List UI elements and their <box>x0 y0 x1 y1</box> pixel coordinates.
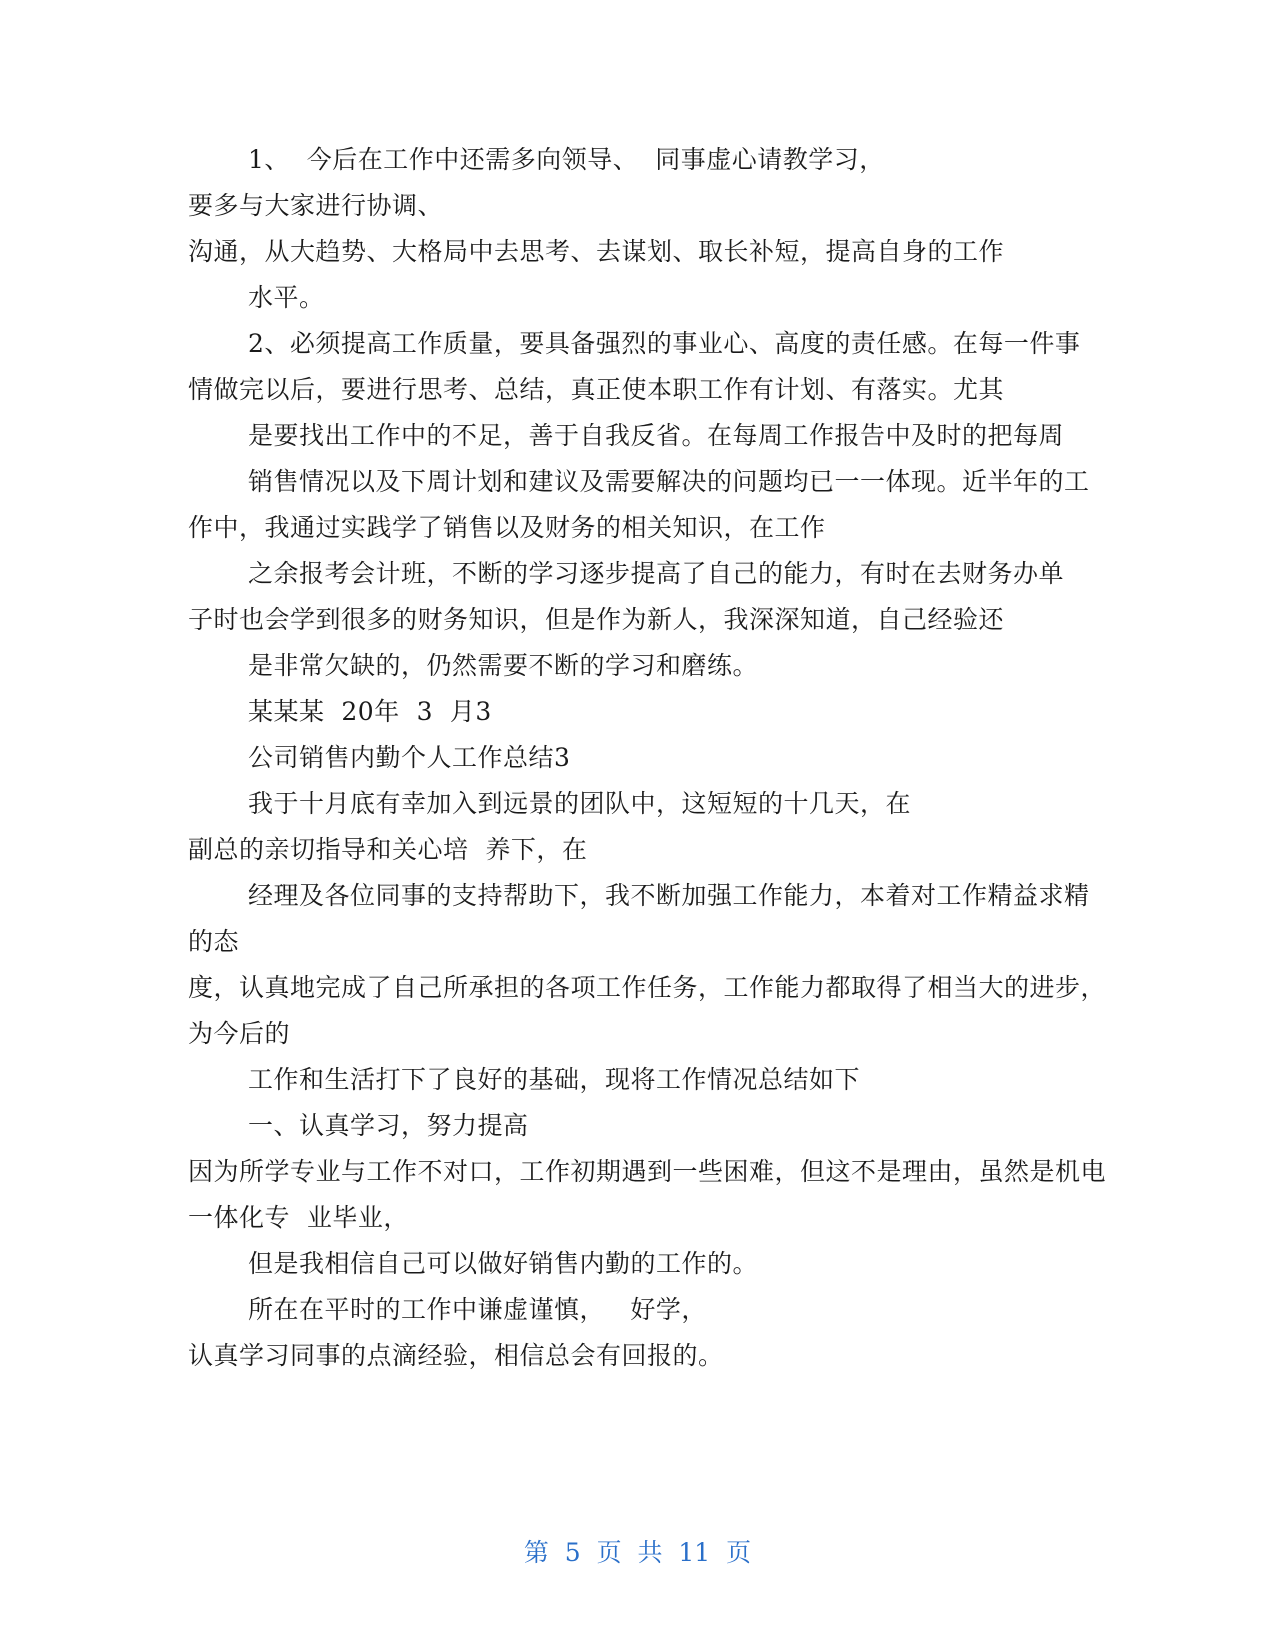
text-line: 我于十月底有幸加入到远景的团队中，这短短的十几天，在 <box>248 789 912 818</box>
text-line: 经理及各位同事的支持帮助下，我不断加强工作能力，本着对工作精益求精 <box>248 881 1090 910</box>
signature-date-line: 某某某 20年 3 月3 <box>248 697 492 726</box>
text-line: 子时也会学到很多的财务知识，但是作为新人，我深深知道，自己经验还 <box>188 605 1005 634</box>
text-line: 作中，我通过实践学了销售以及财务的相关知识，在工作 <box>188 513 826 542</box>
text-line: 要多与大家进行协调、 <box>188 191 444 220</box>
text-line: 是非常欠缺的，仍然需要不断的学习和磨练。 <box>248 651 759 680</box>
text-line: 所在在平时的工作中谦虚谨慎， 好学， <box>248 1295 707 1324</box>
text-line: 工作和生活打下了良好的基础，现将工作情况总结如下 <box>248 1065 861 1094</box>
text-line: 因为所学专业与工作不对口，工作初期遇到一些困难，但这不是理由，虽然是机电 <box>188 1157 1107 1186</box>
text-line: 副总的亲切指导和关心培 养下，在 <box>188 835 588 864</box>
text-line: 的态 <box>188 927 240 956</box>
text-line: 认真学习同事的点滴经验，相信总会有回报的。 <box>188 1341 724 1370</box>
text-line: 为今后的 <box>188 1019 291 1048</box>
page-number-footer: 第 5 页 共 11 页 <box>523 1538 752 1567</box>
section-title: 公司销售内勤个人工作总结3 <box>248 743 571 772</box>
text-line: 销售情况以及下周计划和建议及需要解决的问题均已一一体现。近半年的工 <box>248 467 1090 496</box>
text-line: 1、 今后在工作中还需多向领导、 同事虚心请教学习， <box>248 145 885 174</box>
text-line: 情做完以后，要进行思考、总结，真正使本职工作有计划、有落实。尤其 <box>188 375 1005 404</box>
text-line: 之余报考会计班，不断的学习逐步提高了自己的能力，有时在去财务办单 <box>248 559 1065 588</box>
text-line: 但是我相信自己可以做好销售内勤的工作的。 <box>248 1249 759 1278</box>
text-line: 是要找出工作中的不足，善于自我反省。在每周工作报告中及时的把每周 <box>248 421 1065 450</box>
text-line: 度，认真地完成了自己所承担的各项工作任务，工作能力都取得了相当大的进步， <box>188 973 1107 1002</box>
text-line: 2、必须提高工作质量，要具备强烈的事业心、高度的责任感。在每一件事 <box>248 329 1081 358</box>
text-line: 一体化专 业毕业， <box>188 1203 409 1232</box>
subsection-heading: 一、认真学习，努力提高 <box>248 1111 529 1140</box>
text-line: 沟通，从大趋势、大格局中去思考、去谋划、取长补短，提高自身的工作 <box>188 237 1005 266</box>
text-line: 水平。 <box>248 283 325 312</box>
